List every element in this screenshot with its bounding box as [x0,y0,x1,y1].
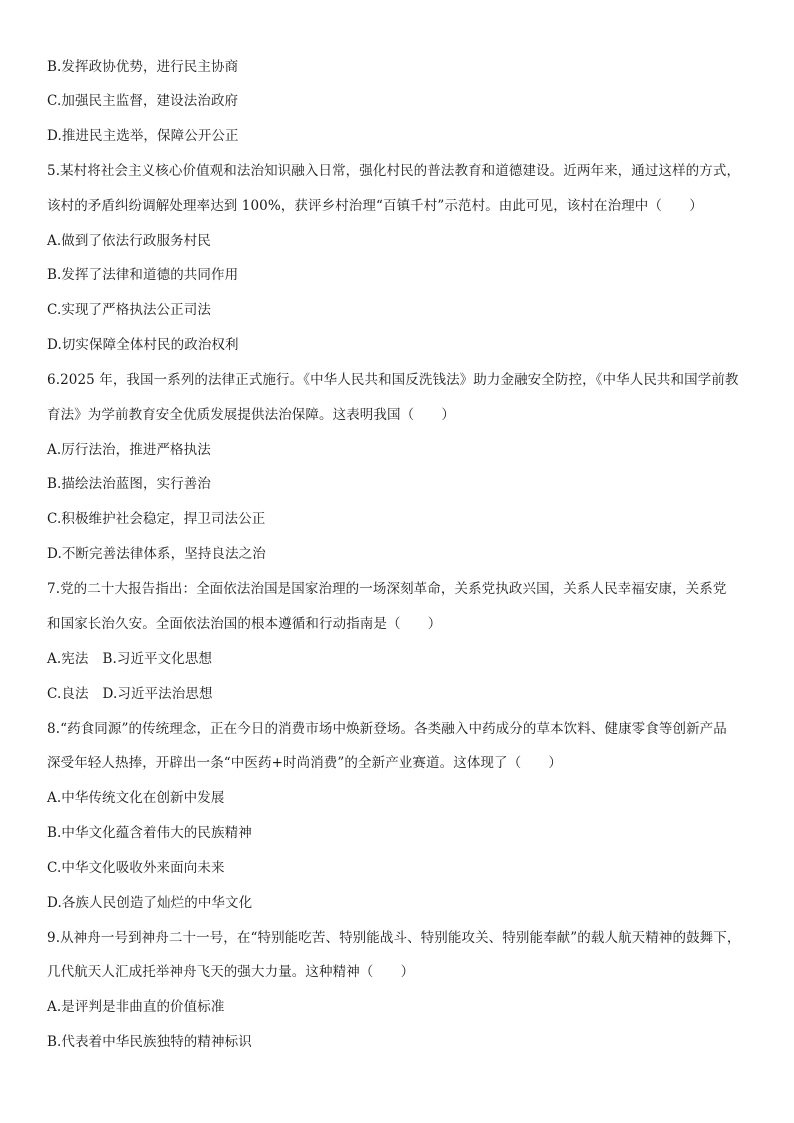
q6-stem-line-1: 6.2025 年，我国一系列的法律正式施行。《中华人民共和国反洗钱法》助力金融安全防控，《中华人民共和国学前教 [47,372,739,388]
q7-option-d: D.习近平法治思想 [102,686,213,702]
q7-stem-line-1: 7.党的二十大报告指出：全面依法治国是国家治理的一场深刻革命，关系党执政兴国，关系人民幸福安康，关系党 [47,581,727,597]
q9-stem-line-2: 几代航天人汇成托举神舟飞天的强大力量。这种精神（ ） [47,964,415,980]
q5-stem-line-1: 5.某村将社会主义核心价值观和法治知识融入日常，强化村民的普法教育和道德建设。近两年来，通过这样的方式， [47,163,741,179]
q4-option-d: D.推进民主选举，保障公开公正 [47,128,239,144]
q7-options-row-2 [47,684,757,704]
q6-option-d: D.不断完善法律体系，坚持良法之治 [47,546,266,562]
q8-stem-line-1: 8.“药食同源”的传统理念，正在今日的消费市场中焕新登场。各类融入中药成分的草本饮料、健康零食等创新产品 [47,721,727,737]
q8-option-b: B.中华文化蕴含着伟大的民族精神 [47,825,252,841]
q8-option-a: A.中华传统文化在创新中发展 [47,790,225,806]
q6-option-c: C.积极维护社会稳定，捍卫司法公正 [47,511,266,527]
q8-option-d: D.各族人民创造了灿烂的中华文化 [47,895,253,911]
q4-option-c: C.加强民主监督，建设法治政府 [47,93,239,109]
q8-stem-line-2: 深受年轻人热捧，开辟出一条“中医药+时尚消费”的全新产业赛道。这体现了（ ） [47,755,563,771]
q9-option-b: B.代表着中华民族独特的精神标识 [47,1034,252,1050]
q7-options-row-1 [47,649,757,669]
q5-option-c: C.实现了严格执法公正司法 [47,302,211,318]
q7-option-a: A.宪法 [47,651,89,667]
q8-option-c: C.中华文化吸收外来面向未来 [47,860,225,876]
q6-option-b: B.描绘法治蓝图，实行善治 [47,476,212,492]
q5-stem-line-2: 该村的矛盾纠纷调解处理率达到 100%，获评乡村治理“百镇千村”示范村。由此可见，该村在治理中（ ） [47,198,703,214]
q9-option-a: A.是评判是非曲直的价值标准 [47,999,225,1015]
q6-stem-line-2: 育法》为学前教育安全优质发展提供法治保障。这表明我国（ ） [47,407,455,423]
q4-option-b: B.发挥政协优势，进行民主协商 [47,59,239,75]
q7-stem-line-2: 和国家长治久安。全面依法治国的根本遵循和行动指南是（ ） [47,616,442,632]
q6-option-a: A.厉行法治，推进严格执法 [47,442,211,458]
q5-option-a: A.做到了依法行政服务村民 [47,233,211,249]
q9-stem-line-1: 9.从神舟一号到神舟二十一号，在“特别能吃苦、特别能战斗、特别能攻关、特别能奉献”的载人航天精神的鼓舞下， [47,930,741,946]
q5-option-b: B.发挥了法律和道德的共同作用 [47,267,239,283]
q7-option-b: B.习近平文化思想 [102,651,213,667]
q5-option-d: D.切实保障全体村民的政治权利 [47,337,239,353]
q7-option-c: C.良法 [47,686,89,702]
